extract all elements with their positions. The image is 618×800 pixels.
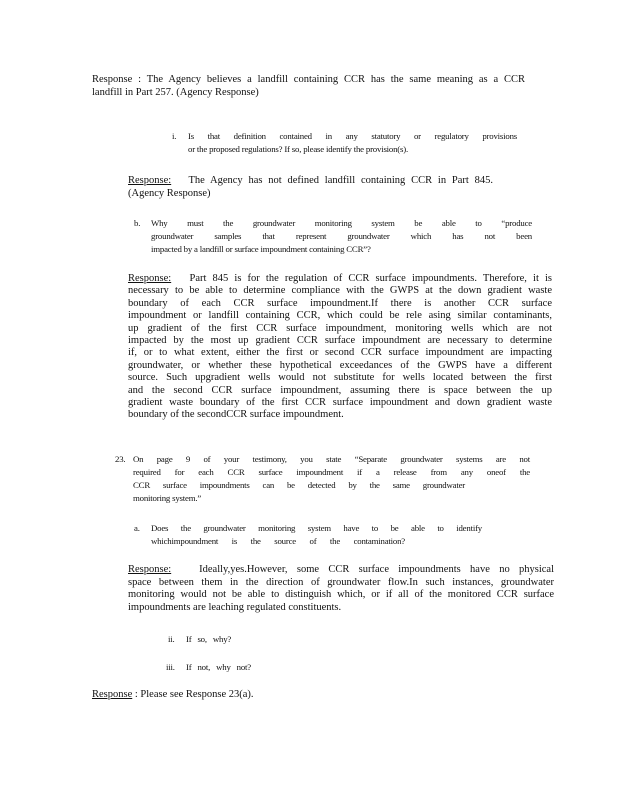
response-b-line-8: groundwater, or whether these hypothetical exceedances of the GWPS have a different <box>128 359 552 371</box>
question-b-line-1: Why must the groundwater monitoring system be able to “produce <box>151 218 532 228</box>
question-iii-text: If not, why not? <box>186 662 251 672</box>
question-23-line-2: required for each CCR surface impoundment if a release from any oneof the <box>133 467 530 477</box>
question-i-marker: i. <box>172 131 177 141</box>
response-i-line-2: (Agency Response) <box>128 187 211 199</box>
response-b <box>128 273 552 422</box>
response-b-line-11: gradient waste boundary of the first CCR surface impoundment and down gradient waste <box>128 397 552 409</box>
response-b-line-9: source. Such upgradient wells would not substitute for wells located between the first <box>128 372 552 384</box>
question-i-line-1: Is that definition contained in any statutory or regulatory provisions <box>188 131 517 141</box>
final-response-label: Response <box>92 689 133 700</box>
response-i-line-1: The Agency has not defined landfill containing CCR in Part 845. <box>188 175 493 186</box>
question-23-line-1: On page 9 of your testimony, you state “Separate groundwater systems are not <box>133 454 530 464</box>
final-response <box>92 689 272 702</box>
response-b-line-10: and the second CCR surface impoundment, assuming there is space between the up <box>128 384 552 396</box>
question-23-marker: 23. <box>115 454 126 464</box>
response-b-line-2: necessary to be able to determine compliance with the GWPS at the down gradient waste <box>128 285 552 297</box>
question-ii-text: If so, why? <box>186 634 232 644</box>
response-b-line-6: impacted by the most up gradient CCR surface impoundment are necessary to determine <box>128 335 552 347</box>
response-b-line-12: boundary of the secondCCR surface impoundment. <box>128 409 344 421</box>
intro-response-label: Response <box>92 74 133 85</box>
response-b-line-4: impoundment or landfill containing CCR, which could be rele asing similar contaminants, <box>128 310 552 322</box>
response-23a-line-3: monitoring would not be able to distinguish which, or if all of the monitored CCR surface <box>128 589 554 600</box>
question-b-marker: b. <box>134 218 141 228</box>
response-b-line-7: if, or to what extent, either the first or second CCR surface impoundment are impacting <box>128 347 552 359</box>
response-23a-line-4: impoundments are leaching regulated constituents. <box>128 601 342 613</box>
response-b-line-1: Part 845 is for the regulation of CCR surface impoundments. Therefore, it is <box>189 273 553 284</box>
response-23a-label: Response: <box>128 564 172 575</box>
response-23a-line-1: Ideally,yes.However, some CCR surface impoundments have no physical <box>199 564 554 575</box>
question-ii-marker: ii. <box>168 634 175 644</box>
question-b <box>151 217 532 256</box>
question-23 <box>133 453 530 505</box>
question-23-line-3: CCR surface impoundments can be detected by the same groundwater <box>133 480 465 490</box>
question-23a-marker: a. <box>134 523 140 533</box>
intro-response-line-2: landfill in Part 257. (Agency Response) <box>92 86 259 98</box>
response-b-line-3: boundary of each CCR surface impoundment.If there is another CCR surface <box>128 297 552 309</box>
response-23a <box>128 564 554 614</box>
response-i <box>128 175 493 200</box>
question-iii-marker: iii. <box>166 662 175 672</box>
question-i-line-2: or the proposed regulations? If so, please identify the provision(s). <box>188 144 408 154</box>
response-b-label: Response: <box>128 273 172 284</box>
response-b-line-5: up gradient of the first CCR surface impoundment, monitoring wells which are not <box>128 322 552 334</box>
intro-response-line-1: : The Agency believes a landfill containing CCR has the same meaning as a CCR <box>138 74 526 85</box>
question-b-line-2: groundwater samples that represent groundwater which has not been <box>151 231 532 241</box>
question-23a <box>151 522 482 548</box>
question-i <box>188 130 517 156</box>
question-23a-line-1: Does the groundwater monitoring system have to be able to identify <box>151 523 482 533</box>
response-23a-line-2: space between them in the direction of groundwater flow.In such instances, groundwater <box>128 576 554 588</box>
final-response-text: : Please see Response 23(a). <box>134 689 254 700</box>
question-23a-line-2: whichimpoundment is the source of the contamination? <box>151 536 405 546</box>
intro-response <box>92 74 525 99</box>
response-i-label: Response: <box>128 175 172 186</box>
question-b-line-3: impacted by a landfill or surface impoundment containing CCR”? <box>151 244 371 254</box>
question-23-line-4: monitoring system.” <box>133 493 202 503</box>
